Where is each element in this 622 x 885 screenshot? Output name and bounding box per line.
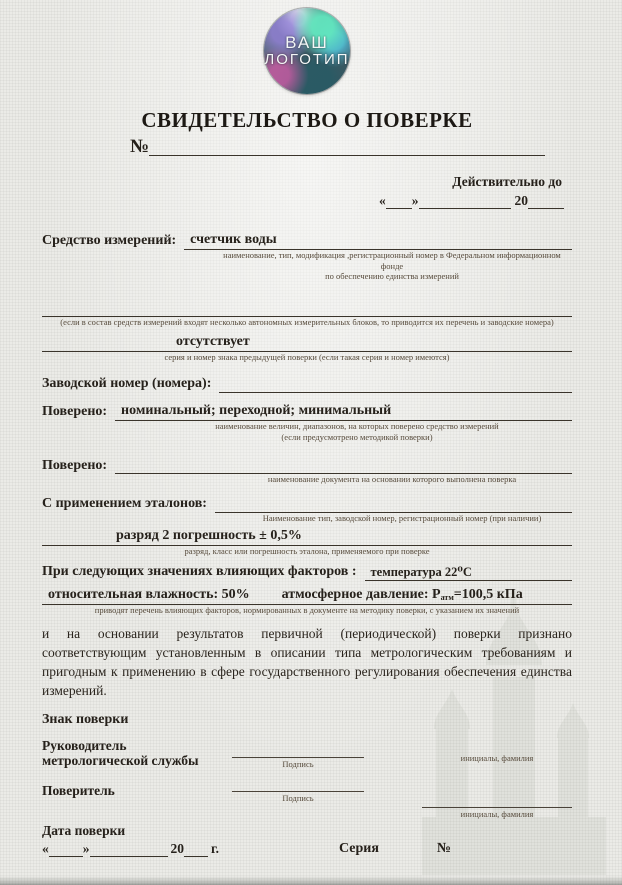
previous-mark-hint: серия и номер знака предыдущей поверки (если такая серия и номер имеются) [164,351,450,362]
etalon-accuracy-row [42,527,572,546]
instrument-value: счетчик воды [190,232,277,248]
verified-doc-blank-line [115,455,572,474]
instrument-hint-1: наименование, тип, модификация ,регистрационный номер в Федеральном информационном фонде [223,250,561,271]
serial-number-label: Заводской номер (номера): [42,376,212,392]
series-number-sign: № [436,840,451,856]
verification-date-label: Дата поверки [42,822,126,838]
etalon-accuracy-hint: разряд, класс или погрешность эталона, применяемого при поверке [184,545,430,556]
etalons-label: С применением эталонов: [42,496,207,512]
verifier-name-blank-line [422,794,572,808]
instrument-blank-line [184,231,572,250]
number-sign: № [130,136,150,157]
valid-until-label: Действительно до [452,174,562,189]
etalons-hint: Наименование тип, заводской номер, регистрационный номер (при наличии) [262,513,542,523]
head-name-caption: инициалы, фамилия [460,752,534,763]
verifier-signature-field [232,778,364,803]
head-label-line2: метрологической службы [42,753,199,769]
instrument-hint-2: по обеспечению единства измерений [325,271,459,282]
pressure-subscript: атм [440,593,454,603]
date-day-blank [49,841,83,857]
verified-doc-row [42,455,572,474]
head-signature-caption: Подпись [282,758,314,769]
verification-mark-label: Знак поверки [42,711,129,727]
verified-ranges-hint-1: наименование величин, диапазонов, на которых поверено средство измерений [215,421,499,432]
previous-mark-blank-line [42,333,572,352]
head-signature-blank-line [232,744,364,758]
conclusion-paragraph: и на основании результатов первичной (периодической) поверки признано соответствующим установленным в описании типа метрологическим требованиям и пригодным к применению в сфере государственного регулирования обеспечения единства измерений. [42,625,572,699]
certificate-content [0,8,622,857]
verification-date-row [42,841,572,857]
holographic-logo [264,8,350,94]
head-signature-row [42,738,572,769]
verified-doc-label: Поверено: [42,457,108,473]
blocks-list-hint: (если в состав средств измерений входят несколько автономных измерительных блоков, то приводится их перечень и заводские номера) [60,316,554,327]
factors-row-2 [42,586,572,605]
head-label-line1: Руководитель [42,737,127,753]
previous-mark-row [42,333,572,352]
factors-row-1 [42,562,572,581]
certificate-number-row [130,137,545,156]
instrument-label: Средство измерений: [42,233,177,249]
etalons-row [42,494,572,513]
verified-doc-hint: наименование документа на основании которого выполнена поверка [267,474,517,485]
valid-century: 20 [514,193,528,208]
instrument-row [42,231,572,250]
verified-ranges-row [42,402,572,421]
head-signature-label [42,738,232,769]
verified-ranges-label: Поверено: [42,404,108,420]
head-signature-field [232,744,364,769]
previous-mark-value: отсутствует [176,333,250,349]
valid-month-blank [419,193,511,209]
etalon-accuracy-value: разряд 2 погрешность ± 0,5% [116,527,302,543]
date-century: 20 [170,840,184,856]
series-label: Серия [338,840,379,856]
factors-hint: приводят перечень влияющих факторов, нормированных в документе на методику поверки, с указанием их значений [94,605,520,616]
page-bottom-edge [0,876,622,885]
logo-text-line1: ВАШ [285,33,329,53]
open-quote: « [42,840,49,856]
factors-blank-line [42,586,572,605]
close-quote: » [411,193,419,208]
verifier-signature-blank-line [232,778,364,792]
verifier-name-field [422,794,572,819]
etalons-blank-line [215,494,572,513]
certificate-title: СВИДЕТЕЛЬСТВО О ПОВЕРКЕ [141,108,473,132]
serial-number-blank-line [219,374,572,393]
verifier-signature-label: Поверитель [42,782,115,798]
valid-until-date-row [42,193,572,209]
verifier-signature-row [42,778,572,819]
head-name-field [422,752,572,763]
verifier-name-caption: инициалы, фамилия [460,808,534,819]
temperature-blank-line [365,562,572,581]
open-quote: « [379,193,386,208]
date-month-blank [90,841,168,857]
verifier-signature-caption: Подпись [282,792,314,803]
pressure-value: атмосферное давление: $Р_{атм}=100,5$ кПа [281,587,523,603]
serial-number-row [42,374,572,393]
verified-ranges-value: номинальный; переходной; минимальный [121,403,392,419]
verified-ranges-hint-2: (если предусмотрено методикой поверки) [281,431,433,442]
valid-day-blank [386,193,412,209]
verified-ranges-blank-line [115,402,572,421]
date-year-blank [184,841,208,857]
certificate-number-blank [149,139,545,156]
logo-text-line2: ЛОГОТИП [264,51,350,69]
factors-label: При следующих значениях влияющих факторов : [42,564,357,580]
temperature-value: температура 22⁰С [370,565,472,580]
blocks-list-row [42,298,572,317]
etalon-accuracy-blank-line [42,527,572,546]
valid-year-blank [528,193,564,209]
date-year-suffix: г. [211,840,219,856]
humidity-value: относительная влажность: 50% [48,587,250,603]
blocks-list-blank-line [42,298,572,317]
close-quote: » [82,840,90,856]
